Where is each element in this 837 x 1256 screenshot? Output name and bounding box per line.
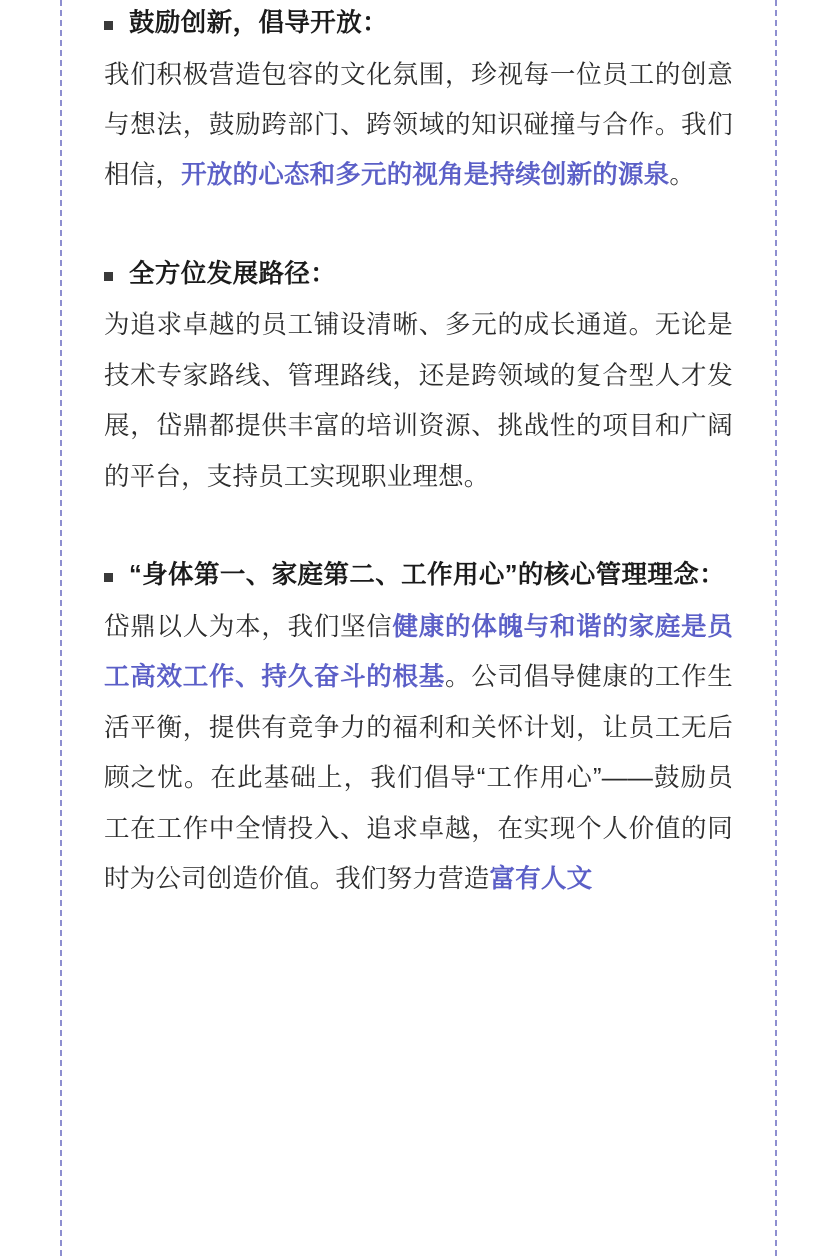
paragraph-run-highlight: 开放的心态和多元的视角是持续创新的源泉 bbox=[181, 161, 670, 190]
section-paragraph bbox=[104, 602, 733, 905]
section-heading-text: “身体第一、家庭第二、工作用心”的核心管理理念： bbox=[129, 561, 726, 590]
paragraph-run-plain: 为追求卓越的员工铺设清晰、多元的成长通道。无论是技术专家路线、管理路线，还是跨领域的复合型人才发展，岱鼎都提供丰富的培训资源、挑战性的项目和广阔的平台，支持员工实现职业理想。 bbox=[104, 311, 733, 491]
section-paragraph bbox=[104, 50, 733, 201]
paragraph-run-highlight: 健康的体魄与和谐的家庭是员工高效工作、持久奋斗的根基 bbox=[104, 612, 733, 692]
paragraph-run-plain: 岱鼎以人为本，我们坚信 bbox=[104, 612, 393, 641]
square-bullet-icon bbox=[104, 573, 113, 582]
left-dashed-rule bbox=[60, 0, 62, 1256]
section-paragraph bbox=[104, 300, 733, 502]
section-management-philosophy bbox=[104, 556, 733, 904]
section-heading bbox=[104, 4, 733, 44]
section-spacer bbox=[104, 229, 733, 255]
square-bullet-icon bbox=[104, 272, 113, 281]
paragraph-run-plain-mid: 。公司倡导健康的工作生活平衡，提供有竞争力的福利和关怀计划，让员工无后顾之忧。在此基础上，我们倡导“工作用心”——鼓励员工在工作中全情投入、追求卓越，在实现个人价值的同时为公司创造价值。我们努力营造 bbox=[104, 663, 733, 894]
section-heading bbox=[104, 255, 733, 295]
section-development-path bbox=[104, 255, 733, 502]
right-dashed-rule bbox=[775, 0, 777, 1256]
square-bullet-icon bbox=[104, 21, 113, 30]
section-heading-text: 全方位发展路径： bbox=[129, 259, 337, 288]
paragraph-run-plain-tail: 。 bbox=[669, 161, 696, 190]
section-innovation bbox=[104, 4, 733, 201]
section-heading-text: 鼓励创新，倡导开放： bbox=[129, 9, 389, 37]
section-heading bbox=[104, 556, 733, 596]
paragraph-run-plain: 我们积极营造包容的文化氛围，珍视每一位员工的创意与想法，鼓励跨部门、跨领域的知识碰撞与合作。我们相信， bbox=[104, 60, 733, 190]
document-content bbox=[104, 0, 733, 905]
section-spacer bbox=[104, 530, 733, 556]
paragraph-run-highlight-tail: 富有人文 bbox=[489, 865, 593, 894]
